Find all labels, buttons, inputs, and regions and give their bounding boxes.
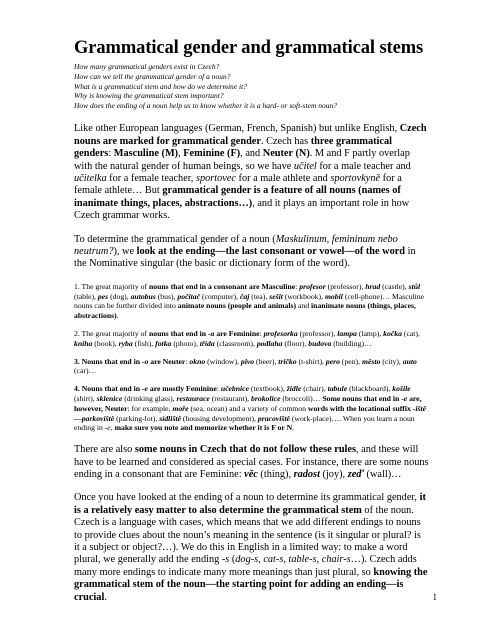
text-run: ), we <box>113 245 137 257</box>
text-run: brokolice <box>251 393 281 403</box>
question-item: How does the ending of a noun help us to know whether it is a hard- or soft-stem noun? <box>74 100 338 110</box>
text-run: (chair), <box>301 384 328 394</box>
text-run: words with the locational suffix <box>307 403 413 413</box>
text-run: , <box>110 423 115 433</box>
text-run: (cell-phone)… Masculine nouns can be further divided into <box>74 291 425 311</box>
text-run: (sea, ocean) and a variety of common <box>188 403 308 413</box>
text-run: (cat), <box>401 328 420 338</box>
question-item: Why is knowing the grammatical stem important? <box>74 91 224 101</box>
text-run: (fish), <box>132 338 156 348</box>
text-run: -e <box>141 384 148 394</box>
text-run: are Neuter <box>148 356 186 366</box>
text-run: 1. The great majority of <box>74 281 150 291</box>
text-run: (blackboard), <box>347 384 393 394</box>
text-run: (textbook), <box>249 384 287 394</box>
text-run: Masculine (M) <box>113 148 179 160</box>
text-run: are, however, Neuter <box>74 393 422 413</box>
text-run: (wall)… <box>363 468 402 480</box>
text-run: Czech nouns are marked for grammatical gender <box>74 123 427 147</box>
text-run: -o <box>141 356 149 366</box>
text-run: (castle), <box>380 281 409 291</box>
text-run: dog-s <box>235 554 259 566</box>
text-run: (building)… <box>331 338 372 348</box>
text-run: ( <box>229 554 236 566</box>
text-run: třída <box>199 338 215 348</box>
text-run: kniha <box>74 338 93 348</box>
text-run: sídliště <box>159 413 181 423</box>
text-run: Maskulinum, femininum nebo neutrum? <box>74 233 398 257</box>
text-run: look at the ending—the last consonant or vowel—of the word <box>136 245 406 257</box>
text-run: pero <box>325 356 340 366</box>
text-run: …). Czech adds many more endings to indicate many more meanings than just plural, so <box>74 554 417 578</box>
text-run: mobil <box>324 291 343 301</box>
text-run: ryba <box>118 338 133 348</box>
text-run: radost <box>293 468 320 480</box>
text-run: (dog), <box>108 291 131 301</box>
text-run: There are also <box>74 444 135 456</box>
text-run: for a female teacher, <box>106 172 196 184</box>
text-run: (shirt), <box>74 393 97 403</box>
text-run: -e <box>401 393 408 403</box>
text-run: židle <box>286 384 302 394</box>
text-run: Feminine (F) <box>183 148 241 160</box>
page-number: 1 <box>432 592 437 602</box>
text-run: make sure you note and memorize whether it is F or N <box>114 423 293 433</box>
text-run: nouns that end in <box>149 328 208 338</box>
rule-neuter <box>74 357 429 377</box>
text-run: nouns that end in a consonant are Masculine <box>149 281 296 291</box>
text-run: . Czech has <box>260 135 311 147</box>
text-run: chair-s <box>321 554 351 566</box>
text-run: sportovec <box>195 172 236 184</box>
text-run: (restaurant), <box>209 393 252 403</box>
text-run: (classroom), <box>214 338 257 348</box>
text-run: (computer), <box>200 291 240 301</box>
text-run: Neuter (N) <box>262 148 310 160</box>
text-run: -a <box>207 328 215 338</box>
text-run: restaurace <box>176 393 210 403</box>
text-run: cat-s <box>263 554 284 566</box>
text-run: , and <box>240 148 263 160</box>
text-run: sklenice <box>96 393 123 403</box>
text-run: animate nouns (people and animals) <box>177 301 297 311</box>
text-run: inanimate nouns (things, places, abstractions) <box>74 301 416 321</box>
text-run: (workbook), <box>282 291 325 301</box>
text-run: -e <box>104 423 111 433</box>
document-page <box>74 38 429 604</box>
text-run: (pen), <box>339 356 362 366</box>
guiding-questions <box>74 62 429 110</box>
text-run: hrad <box>365 281 381 291</box>
text-run: město <box>361 356 381 366</box>
rule-ending-e <box>74 384 429 433</box>
text-run: (beer), <box>254 356 279 366</box>
text-run: . <box>292 423 295 433</box>
text-run: učitelka <box>74 172 107 184</box>
text-run: (thing), <box>257 468 294 480</box>
text-run: věc <box>244 468 258 480</box>
text-run: (table), <box>74 291 98 301</box>
text-run: lampa <box>337 328 357 338</box>
text-run: for a male teacher and <box>316 160 411 172</box>
text-run: of the noun. Czech is a language with cases, which means that we add different endings to nouns to provide clues about the noun’s meaning in the sentence (is it singular or plural? is it a subject or object?…). We do this in English in a limited way: to make a word plural, we generally add the ending <box>74 504 421 566</box>
text-run: tabule <box>327 384 348 394</box>
text-run: for a female athlete… But <box>74 172 402 197</box>
text-run: fotka <box>155 338 172 348</box>
text-run: table-s <box>288 554 317 566</box>
text-run: (floor), <box>282 338 309 348</box>
text-run: and <box>296 301 312 311</box>
text-run: , and these will have to be learned and considered as special cases. For instance, there are some nouns ending in a consonant that are Feminine: <box>74 444 429 480</box>
text-run: sešit <box>269 291 283 301</box>
text-run: učitel <box>293 160 317 172</box>
paragraph-grammatical-stem <box>74 492 429 604</box>
text-run: (parking-lot), <box>114 413 160 423</box>
text-run: (window), <box>205 356 241 366</box>
text-run: 4. Nouns that end in <box>74 384 142 394</box>
text-run: pivo <box>240 356 255 366</box>
text-run: pracoviště <box>257 413 290 423</box>
text-run: . <box>116 311 119 321</box>
text-run: , <box>283 554 289 566</box>
text-run: for a male athlete and <box>235 172 331 184</box>
text-run: : <box>259 328 264 338</box>
text-run: : <box>216 384 221 394</box>
text-run: učebnice <box>220 384 249 394</box>
text-run: 3. Nouns that end in <box>74 356 142 366</box>
text-run: , <box>316 554 322 566</box>
text-run: : <box>295 281 300 291</box>
text-run: (car)… <box>74 366 97 376</box>
text-run: : <box>185 356 190 366</box>
paragraph-determine-gender <box>74 234 429 271</box>
page-title: Grammatical gender and grammatical stems <box>74 38 424 58</box>
text-run: podlaha <box>256 338 283 348</box>
text-run: auto <box>402 356 417 366</box>
text-run: knowing the grammatical stem of the noun—the starting point for adding an ending—is crucial <box>74 566 428 603</box>
text-run: (bus), <box>155 291 178 301</box>
text-run: (professor), <box>297 328 338 338</box>
text-run: košile <box>392 384 411 394</box>
text-run: . <box>104 591 107 603</box>
rule-feminine <box>74 329 429 349</box>
text-run: , <box>178 148 184 160</box>
text-run: (lamp), <box>356 328 384 338</box>
paragraph-gender-intro <box>74 123 429 222</box>
text-run: pes <box>97 291 109 301</box>
text-run: (tea), <box>249 291 270 301</box>
question-item: How can we tell the grammatical gender of a noun? <box>74 71 231 81</box>
text-run: moře <box>172 403 189 413</box>
text-run: it is a relatively easy matter to also determine the grammatical stem <box>74 492 426 516</box>
text-run: are mostly Feminine <box>147 384 217 394</box>
text-run: (housing development), <box>181 413 258 423</box>
text-run: , and it plays an important role in how Czech grammar works. <box>74 197 410 222</box>
text-run: Some nouns that end in <box>322 393 402 403</box>
text-run: zeď <box>347 468 364 480</box>
text-run: (book), <box>92 338 119 348</box>
text-run: . M and F partly overlap with the natural gender of human beings, so we have <box>74 148 410 172</box>
text-run: sportovkyně <box>330 172 381 184</box>
text-run: počítač <box>177 291 201 301</box>
text-run: are Feminine <box>214 328 260 338</box>
text-run: grammatical gender is a feature of all nouns (names of inanimate things, places, abstractions…) <box>74 185 401 209</box>
text-run: three grammatical genders <box>74 135 392 160</box>
text-run: profesorka <box>263 328 298 338</box>
text-run: (city), <box>380 356 403 366</box>
text-run: (joy), <box>319 468 348 480</box>
text-run: (drinking glass), <box>122 393 177 403</box>
text-run: (professor), <box>325 281 366 291</box>
text-run: some nouns in Czech that do not follow these rules <box>134 444 356 456</box>
text-run: : <box>108 148 114 160</box>
text-run: čaj <box>239 291 250 301</box>
text-run: okno <box>189 356 206 366</box>
text-run: (photo), <box>171 338 200 348</box>
text-run: budova <box>308 338 332 348</box>
text-run: (t-shirt), <box>296 356 326 366</box>
text-run: To determine the grammatical gender of a noun ( <box>74 233 276 245</box>
question-item: What is a grammatical stem and how do we determine it? <box>74 81 247 91</box>
text-run: kočka <box>383 328 402 338</box>
text-run: -iště—parkoviště <box>74 403 427 423</box>
text-run: stůl <box>408 281 421 291</box>
text-run: 2. The great majority of <box>74 328 150 338</box>
text-run: profesor <box>299 281 326 291</box>
text-run: -s <box>221 554 230 566</box>
text-run: autobus <box>130 291 156 301</box>
question-item: How many grammatical genders exist in Czech? <box>74 62 220 72</box>
rule-masculine <box>74 282 429 321</box>
text-run: Like other European languages (German, French, Spanish) but unlike English, <box>74 123 400 135</box>
text-run: tričko <box>278 356 297 366</box>
text-run: (work-place)…. When you learn a noun ending in <box>74 413 415 433</box>
text-run: , <box>258 554 264 566</box>
text-run: in the Nominative singular (the basic or dictionary form of the word). <box>74 245 416 270</box>
text-run: : for example, <box>127 403 173 413</box>
paragraph-exceptions <box>74 444 429 481</box>
text-run: (broccoli)… <box>280 393 323 403</box>
text-run: Once you have looked at the ending of a noun to determine its grammatical gender, <box>74 492 420 504</box>
